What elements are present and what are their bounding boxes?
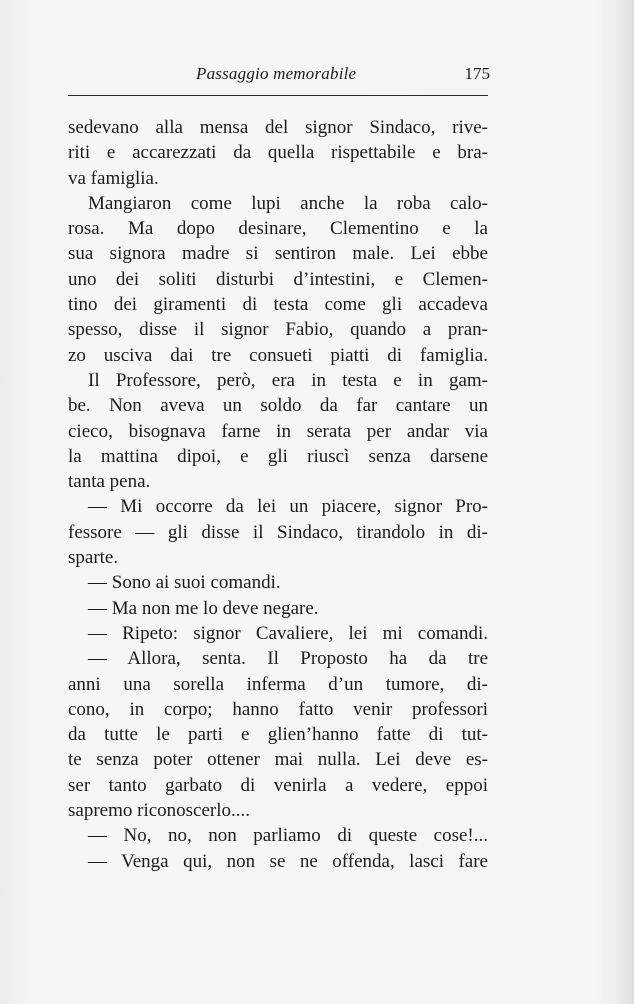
text-line: — Mi occorre da lei un piacere, signor Pro- [88, 496, 488, 518]
text-line: Mangiaron come lupi anche la roba calo- [88, 192, 488, 214]
header-rule [68, 95, 488, 96]
text-line: cieco, bisognava farne in serata per andar via [68, 420, 488, 442]
text-line: uno dei soliti disturbi d’intestini, e Clemen- [68, 268, 488, 290]
text-line: sedevano alla mensa del signor Sindaco, rive- [68, 117, 488, 138]
running-title: Passaggio memorabile [196, 64, 357, 83]
page-number: 175 [464, 64, 490, 83]
text-line: ser tanto garbato di venirla a vedere, eppoi [68, 774, 488, 796]
page-edge-shadow [616, 0, 634, 1004]
text-line: da tutte le parti e glien’hanno fatte di tut- [68, 724, 488, 746]
text-line: spesso, disse il signor Fabio, quando a pran- [68, 319, 488, 341]
text-line: cono, in corpo; hanno fatto venir professori [68, 698, 488, 720]
text-line: — Ripeto: signor Cavaliere, lei mi comandi. [88, 622, 488, 644]
text-line: — Sono ai suoi comandi. [88, 572, 281, 594]
text-line: sua signora madre si sentiron male. Lei ebbe [68, 243, 488, 265]
text-line: tanta pena. [68, 471, 151, 493]
text-line: riti e accarezzati da quella rispettabile e bra- [68, 142, 488, 164]
text-line: anni una sorella inferma d’un tumore, di- [68, 673, 488, 695]
text-line: — Allora, senta. Il Proposto ha da tre [88, 648, 488, 670]
text-line: va famiglia. [68, 167, 159, 189]
text-line: te senza poter ottener mai nulla. Lei deve es- [68, 749, 488, 771]
text-line: la mattina dipoi, e gli riuscì senza darsene [68, 445, 488, 467]
body-text [68, 115, 488, 874]
text-line: — Ma non me lo deve negare. [88, 597, 319, 619]
text-line: rosa. Ma dopo desinare, Clementino e la [68, 218, 488, 240]
text-line: Il Professore, però, era in testa e in gam- [88, 369, 488, 391]
text-line: tino dei giramenti di testa come gli accadeva [68, 294, 488, 316]
text-line: — No, no, non parliamo di queste cose!... [88, 825, 488, 847]
text-line: zo usciva dai tre consueti piatti di famiglia. [68, 344, 488, 366]
text-line: be. Non aveva un soldo da far cantare un [68, 395, 488, 417]
text-line: — Venga qui, non se ne offenda, lasci fare [88, 850, 488, 872]
text-line: fessore — gli disse il Sindaco, tirandolo in di- [68, 521, 488, 543]
page-header [66, 64, 490, 88]
text-line: sapremo riconoscerlo.... [68, 800, 251, 822]
text-line: sparte. [68, 547, 119, 569]
